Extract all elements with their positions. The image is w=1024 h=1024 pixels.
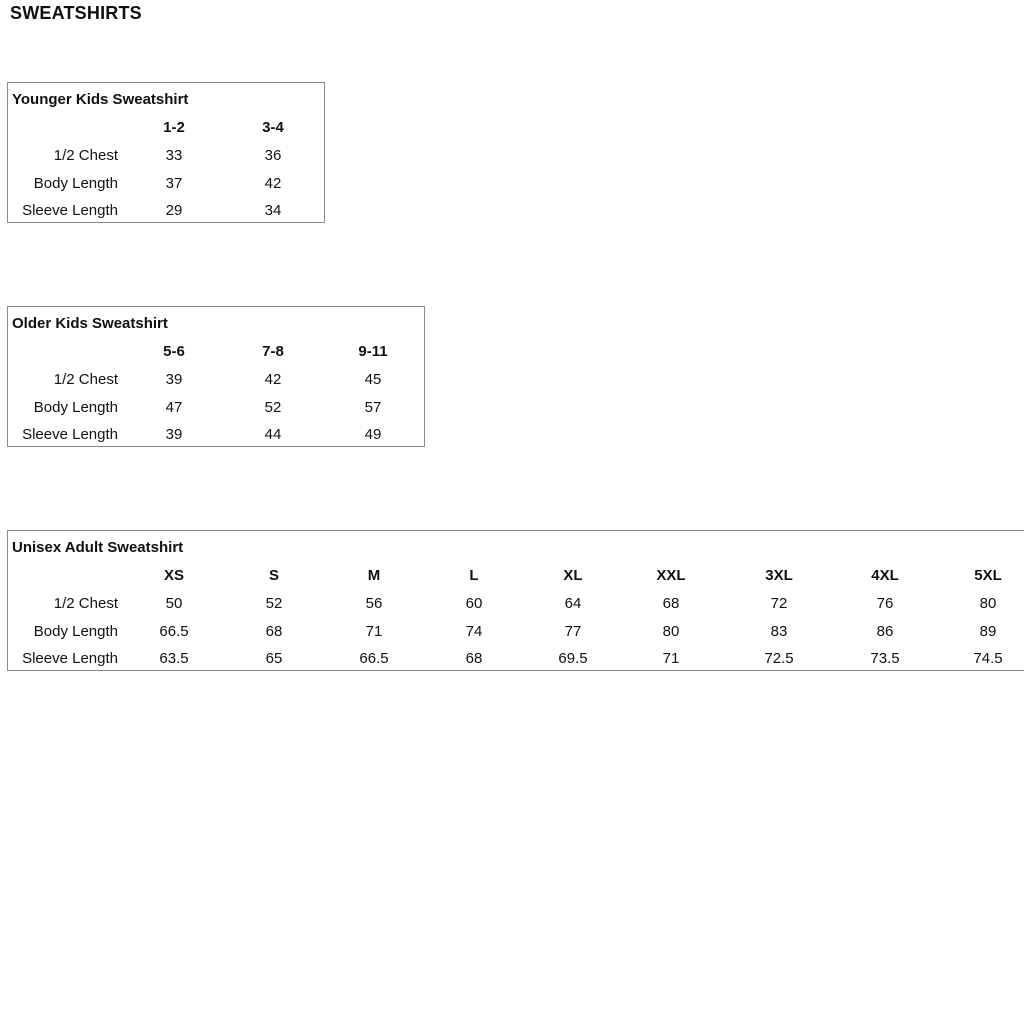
table-cell: 34 (264, 202, 282, 219)
table-cell: 71 (662, 650, 680, 667)
table-cell: 68 (265, 623, 283, 640)
table-cell: 69.5 (558, 650, 588, 667)
row-label-sleeve-length: Sleeve Length (22, 202, 118, 219)
table-cell: 60 (465, 595, 483, 612)
size-header: M (367, 567, 381, 584)
table-cell: 49 (364, 426, 382, 443)
table-cell: 74 (465, 623, 483, 640)
table-cell: 65 (265, 650, 283, 667)
table-cell: 63.5 (159, 650, 189, 667)
table-cell: 36 (264, 147, 282, 164)
size-header: 5-6 (163, 343, 185, 360)
unisex-adult-size-table (7, 530, 1024, 671)
table-cell: 83 (770, 623, 788, 640)
table-title: Older Kids Sweatshirt (12, 315, 168, 332)
row-label-sleeve-length: Sleeve Length (22, 650, 118, 667)
table-cell: 77 (564, 623, 582, 640)
table-cell: 33 (165, 147, 183, 164)
older-kids-size-table (7, 306, 425, 447)
table-cell: 57 (364, 399, 382, 416)
table-cell: 68 (662, 595, 680, 612)
page-title: SWEATSHIRTS (10, 3, 142, 23)
table-cell: 42 (264, 371, 282, 388)
row-label-chest: 1/2 Chest (53, 595, 118, 612)
table-cell: 56 (365, 595, 383, 612)
size-header: 4XL (871, 567, 899, 584)
table-cell: 89 (979, 623, 997, 640)
size-header: 9-11 (358, 343, 388, 360)
table-cell: 52 (265, 595, 283, 612)
table-cell: 73.5 (870, 650, 900, 667)
table-cell: 74.5 (973, 650, 1003, 667)
table-cell: 42 (264, 175, 282, 192)
size-header: 5XL (974, 567, 1002, 584)
table-cell: 52 (264, 399, 282, 416)
size-header: XXL (656, 567, 686, 584)
size-header: S (268, 567, 280, 584)
size-header: 7-8 (262, 343, 284, 360)
table-cell: 50 (165, 595, 183, 612)
table-cell: 66.5 (359, 650, 389, 667)
table-cell: 39 (165, 426, 183, 443)
table-title: Unisex Adult Sweatshirt (12, 539, 184, 556)
table-cell: 86 (876, 623, 894, 640)
table-cell: 80 (662, 623, 680, 640)
table-cell: 47 (165, 399, 183, 416)
size-header: L (469, 567, 479, 584)
table-cell: 72 (770, 595, 788, 612)
table-cell: 44 (264, 426, 282, 443)
younger-kids-size-table (7, 82, 325, 223)
row-label-chest: 1/2 Chest (53, 147, 118, 164)
table-title: Younger Kids Sweatshirt (12, 91, 189, 108)
row-label-body-length: Body Length (33, 399, 118, 416)
row-label-chest: 1/2 Chest (53, 371, 118, 388)
table-cell: 80 (979, 595, 997, 612)
size-header: 3XL (765, 567, 793, 584)
table-cell: 29 (165, 202, 183, 219)
table-cell: 39 (165, 371, 183, 388)
table-cell: 45 (364, 371, 382, 388)
table-cell: 72.5 (764, 650, 794, 667)
table-cell: 66.5 (159, 623, 189, 640)
table-cell: 71 (365, 623, 383, 640)
row-label-body-length: Body Length (33, 623, 118, 640)
table-cell: 37 (165, 175, 183, 192)
table-cell: 64 (564, 595, 582, 612)
size-header: XS (163, 567, 185, 584)
size-header: 1-2 (163, 119, 185, 136)
table-cell: 68 (465, 650, 483, 667)
row-label-sleeve-length: Sleeve Length (22, 426, 118, 443)
table-cell: 76 (876, 595, 894, 612)
size-header: 3-4 (262, 119, 284, 136)
size-header: XL (563, 567, 583, 584)
row-label-body-length: Body Length (33, 175, 118, 192)
